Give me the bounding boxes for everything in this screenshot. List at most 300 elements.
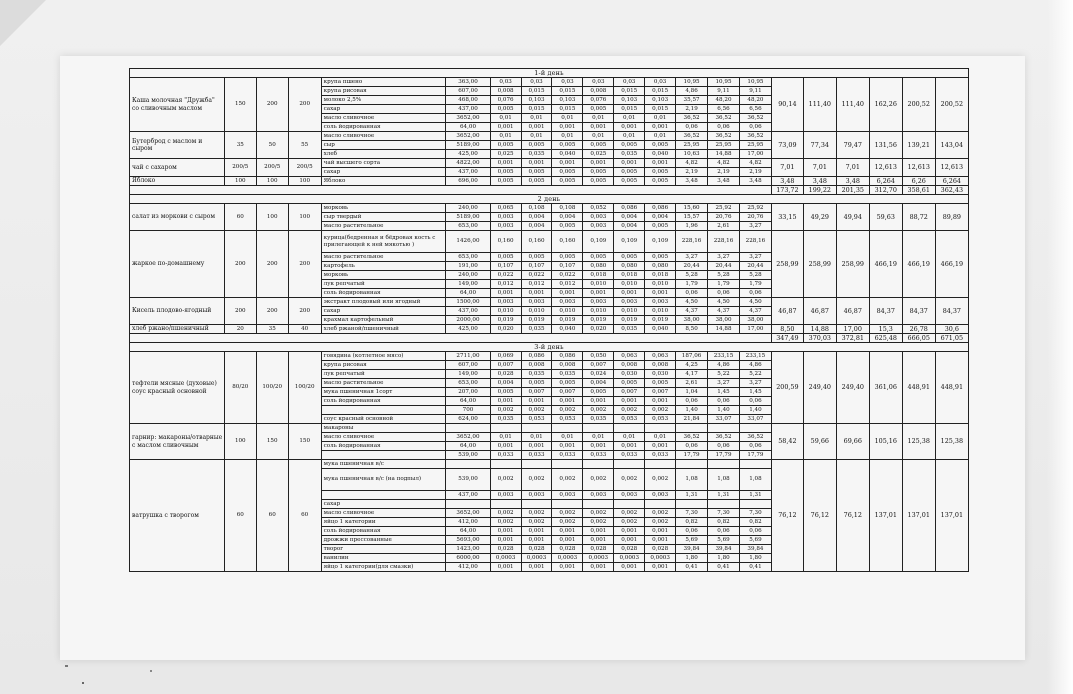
ingredient-value: 0,033 [490, 451, 521, 460]
ingredient-value: 0,035 [521, 150, 552, 159]
ingredient-value: 3,48 [739, 177, 771, 186]
ingredient-value: 0,005 [521, 177, 552, 186]
ingredient-value: 33,07 [708, 415, 740, 424]
ingredient-value: 412,00 [446, 518, 490, 527]
ingredient-value: 149,00 [446, 280, 490, 289]
ingredient-name: соль йодированная [321, 397, 446, 406]
ingredient-value: 0,03 [583, 78, 614, 87]
ingredient-value: 0,028 [490, 545, 521, 554]
dish-total: 6,264 [869, 177, 902, 186]
ingredient-value: 5189,00 [446, 213, 490, 222]
ingredient-name: мука пшеничная в/с (на подпыл) [321, 469, 446, 491]
ingredient-value: 0,01 [490, 114, 521, 123]
ingredient-value: 2,19 [676, 105, 708, 114]
ingredient-value: 14,88 [708, 325, 740, 334]
ingredient-value: 0,109 [645, 231, 676, 253]
ingredient-value: 0,003 [614, 298, 645, 307]
ingredient-value: 17,00 [739, 325, 771, 334]
ingredient-value: 0,005 [614, 253, 645, 262]
ingredient-value: 1,08 [676, 469, 708, 491]
dish-total: 7,01 [836, 159, 869, 177]
ingredient-value: 0,001 [645, 527, 676, 536]
ingredient-value: 233,15 [739, 352, 771, 361]
ingredient-value: 0,010 [645, 307, 676, 316]
ingredient-value: 0,003 [490, 298, 521, 307]
ingredient-value: 25,92 [739, 204, 771, 213]
ingredient-name: сахар [321, 105, 446, 114]
ingredient-value: 0,005 [552, 253, 583, 262]
ingredient-value: 0,015 [552, 87, 583, 96]
portion-weight-3: 200 [288, 298, 321, 325]
ingredient-value: 0,0003 [583, 554, 614, 563]
ingredient-value: 17,79 [676, 451, 708, 460]
ingredient-value: 0,03 [521, 78, 552, 87]
ingredient-name [321, 406, 446, 415]
ingredient-value: 4,82 [739, 159, 771, 168]
ingredient-value: 0,008 [521, 361, 552, 370]
ingredient-name: крахмал картофельный [321, 316, 446, 325]
ingredient-value [708, 500, 740, 509]
ingredient-name: сахар [321, 500, 446, 509]
dish-total: 258,99 [836, 231, 869, 298]
ingredient-value: 10,95 [739, 78, 771, 87]
ingredient-value [490, 460, 521, 469]
dish-total: 111,40 [803, 78, 836, 132]
dish-total: 3,48 [803, 177, 836, 186]
portion-weight-2: 150 [256, 424, 288, 460]
day-sum-row [130, 334, 969, 343]
ingredient-name: морковь [321, 204, 446, 213]
portion-weight-2: 200/5 [256, 159, 288, 177]
portion-weight-3: 100/20 [288, 352, 321, 424]
ingredient-value: 0,160 [490, 231, 521, 253]
ingredient-value: 191,00 [446, 262, 490, 271]
ingredient-value: 0,002 [552, 469, 583, 491]
dish-total: 137,01 [902, 460, 935, 572]
ingredient-value: 0,086 [614, 204, 645, 213]
ingredient-value: 0,001 [583, 159, 614, 168]
ingredient-value: 0,005 [521, 168, 552, 177]
ingredient-value: 0,005 [645, 379, 676, 388]
dish-total: 12,613 [935, 159, 968, 177]
ingredient-value: 0,01 [645, 114, 676, 123]
dish-total: 125,38 [902, 424, 935, 460]
ingredient-value: 0,01 [521, 132, 552, 141]
dish-total: 3,48 [771, 177, 803, 186]
portion-weight-1: 100 [224, 177, 256, 186]
ingredient-name: крупа рисовая [321, 361, 446, 370]
ingredient-value: 0,018 [614, 271, 645, 280]
ingredient-value: 0,160 [521, 231, 552, 253]
ingredient-value: 1426,00 [446, 231, 490, 253]
ingredient-value: 0,82 [676, 518, 708, 527]
ingredient-value: 1,79 [676, 280, 708, 289]
portion-weight-3: 200/5 [288, 159, 321, 177]
right-edge-glare [1047, 0, 1073, 694]
day-header-row [130, 69, 969, 78]
ingredient-name: яйцо 1 категории [321, 518, 446, 527]
ingredient-value: 5,69 [708, 536, 740, 545]
ingredient-name: мука пшеничная в/с [321, 460, 446, 469]
ingredient-value: 4,82 [676, 159, 708, 168]
ingredient-value: 412,00 [446, 563, 490, 572]
scan-speck [150, 670, 152, 672]
ingredient-value: 3,48 [676, 177, 708, 186]
ingredient-value: 696,00 [446, 177, 490, 186]
ingredient-value: 0,001 [583, 536, 614, 545]
ingredient-value: 0,001 [490, 397, 521, 406]
ingredient-value: 0,06 [676, 289, 708, 298]
dish-name: ватрушка с творогом [130, 460, 225, 572]
ingredient-value [739, 500, 771, 509]
dish-total: 249,40 [836, 352, 869, 424]
ingredient-value: 0,003 [552, 491, 583, 500]
ingredient-value: 0,002 [552, 406, 583, 415]
ingredient-value: 3,27 [708, 379, 740, 388]
ingredient-value: 1,08 [708, 469, 740, 491]
ingredient-value: 0,002 [583, 509, 614, 518]
ingredient-value: 3,27 [739, 253, 771, 262]
ingredient-value: 0,002 [614, 469, 645, 491]
ingredient-value: 0,035 [583, 415, 614, 424]
ingredient-value: 4,86 [676, 87, 708, 96]
ingredient-value: 25,95 [739, 141, 771, 150]
ingredient-value: 0,008 [645, 361, 676, 370]
ingredient-value: 0,06 [708, 123, 740, 132]
ingredient-value: 0,005 [583, 105, 614, 114]
portion-weight-2: 100/20 [256, 352, 288, 424]
ingredient-value: 0,06 [708, 289, 740, 298]
ingredient-value: 10,95 [708, 78, 740, 87]
ingredient-value: 0,06 [676, 397, 708, 406]
ingredient-value: 0,019 [583, 316, 614, 325]
ingredient-value: 25,92 [708, 204, 740, 213]
ingredient-value: 17,79 [708, 451, 740, 460]
ingredient-value: 0,012 [521, 280, 552, 289]
ingredient-name: макароны [321, 424, 446, 433]
ingredient-value: 0,028 [552, 545, 583, 554]
ingredient-value [676, 460, 708, 469]
ingredient-value: 0,001 [521, 442, 552, 451]
ingredient-value: 36,52 [708, 114, 740, 123]
ingredient-value: 0,03 [614, 78, 645, 87]
portion-weight-3: 40 [288, 325, 321, 334]
dish-total: 105,16 [869, 424, 902, 460]
ingredient-value: 0,010 [645, 280, 676, 289]
portion-weight-3: 55 [288, 132, 321, 159]
ingredient-value: 0,076 [490, 96, 521, 105]
ingredient-value: 0,005 [645, 141, 676, 150]
ingredient-value: 0,005 [645, 168, 676, 177]
ingredient-value: 0,002 [521, 469, 552, 491]
ingredient-value: 0,001 [521, 397, 552, 406]
ingredient-value: 3,27 [739, 222, 771, 231]
ingredient-value: 0,109 [583, 231, 614, 253]
ingredient-value: 36,52 [708, 132, 740, 141]
ingredient-value: 4,50 [739, 298, 771, 307]
ingredient-value: 0,001 [552, 563, 583, 572]
ingredient-value: 0,005 [583, 177, 614, 186]
ingredient-value: 0,005 [490, 388, 521, 397]
dish-total: 466,19 [935, 231, 968, 298]
page-corner-shadow [0, 0, 46, 46]
sum-spacer [130, 186, 772, 195]
ingredient-value: 0,0003 [521, 554, 552, 563]
dish-total: 12,613 [869, 159, 902, 177]
ingredient-value: 0,06 [739, 397, 771, 406]
ingredient-value: 10,95 [676, 78, 708, 87]
menu-cost-table [129, 68, 969, 572]
ingredient-value: 0,010 [490, 307, 521, 316]
ingredient-value: 0,003 [583, 222, 614, 231]
dish-total: 76,12 [836, 460, 869, 572]
dish-total: 361,06 [869, 352, 902, 424]
dish-name: Яблоко [130, 177, 225, 186]
ingredient-value: 3,27 [676, 253, 708, 262]
ingredient-value: 437,00 [446, 491, 490, 500]
ingredient-value: 0,035 [490, 415, 521, 424]
dish-total: 49,29 [803, 204, 836, 231]
ingredient-value: 64,00 [446, 289, 490, 298]
ingredient-value: 0,001 [552, 397, 583, 406]
dish-total: 12,613 [902, 159, 935, 177]
ingredient-row [130, 78, 969, 87]
ingredient-name: масло растительное [321, 222, 446, 231]
ingredient-value: 3,27 [708, 253, 740, 262]
ingredient-value: 0,028 [490, 370, 521, 379]
ingredient-value: 21,84 [676, 415, 708, 424]
ingredient-name: крупа пшено [321, 78, 446, 87]
ingredient-value: 0,001 [645, 563, 676, 572]
portion-weight-3: 100 [288, 204, 321, 231]
ingredient-value: 0,001 [490, 123, 521, 132]
dish-total: 49,94 [836, 204, 869, 231]
ingredient-row [130, 298, 969, 307]
ingredient-value: 0,001 [583, 563, 614, 572]
ingredient-name: дрожжи прессованные [321, 536, 446, 545]
ingredient-value: 0,01 [552, 433, 583, 442]
ingredient-value: 0,015 [645, 87, 676, 96]
ingredient-value: 3652,00 [446, 433, 490, 442]
ingredient-value [446, 460, 490, 469]
dish-total: 200,52 [902, 78, 935, 132]
ingredient-value: 1,80 [676, 554, 708, 563]
ingredient-name: сахар [321, 307, 446, 316]
ingredient-value: 0,003 [583, 298, 614, 307]
ingredient-value: 0,010 [521, 307, 552, 316]
ingredient-value: 0,001 [614, 563, 645, 572]
ingredient-value: 607,00 [446, 87, 490, 96]
ingredient-value: 0,007 [645, 388, 676, 397]
day-sum-value: 671,05 [935, 334, 968, 343]
ingredient-value: 0,008 [614, 361, 645, 370]
ingredient-value: 33,07 [739, 415, 771, 424]
ingredient-name: сахар [321, 168, 446, 177]
day-sum-value: 312,70 [869, 186, 902, 195]
ingredient-value: 3652,00 [446, 509, 490, 518]
ingredient-value: 4,37 [676, 307, 708, 316]
ingredient-value: 0,001 [645, 536, 676, 545]
dish-total: 59,63 [869, 204, 902, 231]
ingredient-value: 2,19 [708, 168, 740, 177]
ingredient-value: 0,001 [614, 397, 645, 406]
ingredient-value [676, 424, 708, 433]
ingredient-name: говядина (котлетное мясо) [321, 352, 446, 361]
ingredient-name: Яблоко [321, 177, 446, 186]
ingredient-value: 228,16 [708, 231, 740, 253]
portion-weight-1: 150 [224, 78, 256, 132]
day-sum-value: 372,81 [836, 334, 869, 343]
ingredient-value: 0,053 [521, 415, 552, 424]
ingredient-value: 0,06 [708, 527, 740, 536]
ingredient-row [130, 460, 969, 469]
ingredient-value: 7,30 [708, 509, 740, 518]
ingredient-value: 3,48 [708, 177, 740, 186]
ingredient-value: 0,005 [583, 168, 614, 177]
dish-total: 90,14 [771, 78, 803, 132]
ingredient-value: 0,005 [614, 168, 645, 177]
portion-weight-2: 35 [256, 325, 288, 334]
ingredient-value: 0,001 [521, 527, 552, 536]
ingredient-value [614, 460, 645, 469]
portion-weight-1: 100 [224, 424, 256, 460]
portion-weight-3: 60 [288, 460, 321, 572]
ingredient-value [645, 460, 676, 469]
day-title: 3-й день [130, 343, 969, 352]
ingredient-value: 0,010 [614, 280, 645, 289]
dish-total: 137,01 [869, 460, 902, 572]
ingredient-value: 8,50 [676, 325, 708, 334]
portion-weight-1: 200 [224, 231, 256, 298]
ingredient-value: 0,003 [490, 213, 521, 222]
ingredient-value: 539,00 [446, 451, 490, 460]
portion-weight-1: 35 [224, 132, 256, 159]
ingredient-value: 0,004 [490, 379, 521, 388]
day-sum-value: 358,61 [902, 186, 935, 195]
ingredient-value: 0,001 [552, 289, 583, 298]
ingredient-value [552, 424, 583, 433]
ingredient-value: 607,00 [446, 361, 490, 370]
ingredient-value: 0,001 [614, 289, 645, 298]
ingredient-value: 0,001 [583, 397, 614, 406]
ingredient-value: 0,007 [614, 388, 645, 397]
ingredient-value: 5,69 [676, 536, 708, 545]
portion-weight-3: 200 [288, 231, 321, 298]
menu-table-body [130, 69, 969, 572]
ingredient-name: сыр [321, 141, 446, 150]
dish-name: Бутерброд с маслом и сыром [130, 132, 225, 159]
dish-total: 143,04 [935, 132, 968, 159]
ingredient-value: 0,41 [739, 563, 771, 572]
ingredient-value: 0,080 [614, 262, 645, 271]
ingredient-value: 0,002 [583, 518, 614, 527]
ingredient-value: 0,005 [490, 141, 521, 150]
ingredient-value: 0,82 [708, 518, 740, 527]
dish-total: 79,47 [836, 132, 869, 159]
portion-weight-2: 60 [256, 460, 288, 572]
ingredient-value: 0,033 [521, 451, 552, 460]
ingredient-value: 0,002 [490, 469, 521, 491]
ingredient-value: 653,00 [446, 222, 490, 231]
ingredient-value: 1,79 [739, 280, 771, 289]
ingredient-value: 0,003 [490, 222, 521, 231]
portion-weight-1: 60 [224, 460, 256, 572]
ingredient-row [130, 132, 969, 141]
ingredient-value: 0,001 [521, 289, 552, 298]
ingredient-row [130, 231, 969, 253]
ingredient-value: 64,00 [446, 527, 490, 536]
ingredient-value: 0,005 [614, 141, 645, 150]
ingredient-value: 0,005 [614, 177, 645, 186]
ingredient-value: 0,002 [521, 518, 552, 527]
ingredient-value: 0,025 [583, 150, 614, 159]
ingredient-value: 0,108 [552, 204, 583, 213]
ingredient-value: 0,107 [490, 262, 521, 271]
ingredient-value: 0,005 [521, 253, 552, 262]
ingredient-value: 1,08 [739, 469, 771, 491]
ingredient-value: 4,86 [708, 361, 740, 370]
ingredient-value: 0,002 [490, 518, 521, 527]
ingredient-value: 0,001 [583, 527, 614, 536]
ingredient-value: 425,00 [446, 150, 490, 159]
ingredient-value: 0,001 [614, 123, 645, 132]
ingredient-value [645, 424, 676, 433]
ingredient-value: 0,0003 [552, 554, 583, 563]
dish-name: Каша молочная "Дружба" со сливочным маслом [130, 78, 225, 132]
portion-weight-2: 50 [256, 132, 288, 159]
ingredient-name: молоко 2,5% [321, 96, 446, 105]
ingredient-value: 0,086 [552, 352, 583, 361]
ingredient-value: 0,01 [521, 114, 552, 123]
ingredient-row [130, 159, 969, 168]
ingredient-value: 0,01 [645, 132, 676, 141]
ingredient-value: 4,50 [708, 298, 740, 307]
ingredient-value: 0,001 [521, 159, 552, 168]
dish-total: 111,40 [836, 78, 869, 132]
ingredient-value: 14,88 [708, 150, 740, 159]
ingredient-name: чай высшего сорта [321, 159, 446, 168]
ingredient-value: 36,52 [708, 433, 740, 442]
ingredient-value: 5,69 [739, 536, 771, 545]
ingredient-value: 20,44 [676, 262, 708, 271]
dish-total: 258,99 [771, 231, 803, 298]
dish-total: 125,38 [935, 424, 968, 460]
dish-total: 59,66 [803, 424, 836, 460]
ingredient-value: 5,22 [739, 370, 771, 379]
dish-total: 466,19 [869, 231, 902, 298]
ingredient-row [130, 424, 969, 433]
portion-weight-1: 80/20 [224, 352, 256, 424]
dish-total: 7,01 [803, 159, 836, 177]
ingredient-value: 0,003 [614, 491, 645, 500]
ingredient-value: 0,015 [552, 105, 583, 114]
ingredient-value: 6000,00 [446, 554, 490, 563]
ingredient-value: 5,22 [708, 370, 740, 379]
ingredient-value: 0,109 [614, 231, 645, 253]
portion-weight-2: 100 [256, 204, 288, 231]
portion-weight-2: 200 [256, 231, 288, 298]
ingredient-value: 0,003 [583, 213, 614, 222]
ingredient-value: 0,053 [552, 415, 583, 424]
ingredient-row [130, 177, 969, 186]
ingredient-value: 0,035 [521, 370, 552, 379]
ingredient-name: мука пшеничная 1сорт [321, 388, 446, 397]
ingredient-value [645, 500, 676, 509]
ingredient-row [130, 325, 969, 334]
dish-total: 131,56 [869, 132, 902, 159]
ingredient-name: морковь [321, 271, 446, 280]
ingredient-value: 0,06 [739, 442, 771, 451]
